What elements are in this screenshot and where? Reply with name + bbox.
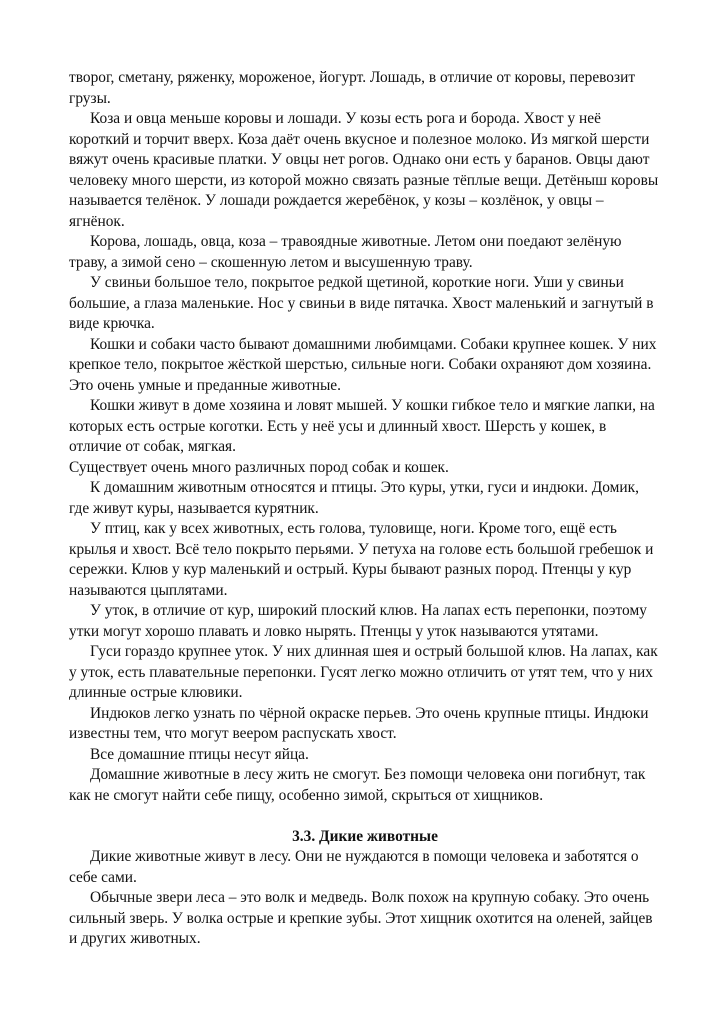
paragraph: У свиньи большое тело, покрытое редкой щетиной, короткие ноги. Уши у свиньи большие, а глаза маленькие. Нос у свиньи в виде пятачка. Хвост маленький и загнутый в виде крючка. [69,274,654,332]
paragraph: Обычные звери леса – это волк и медведь. Волк похож на крупную собаку. Это очень сильный зверь. У волка острые и крепкие зубы. Этот хищник охотится на оленей, зайцев и других животных. [69,889,653,947]
paragraph: Гуси гораздо крупнее уток. У них длинная шея и острый большой клюв. На лапах, как у уток, есть плавательные перепонки. Гусят легко можно отличить от утят тем, что у них длинные острые клювики. [69,643,658,701]
paragraphs-before [69,68,661,806]
paragraph: У птиц, как у всех животных, есть голова, туловище, ноги. Кроме того, ещё есть крылья и хвост. Всё тело покрыто перьями. У петуха на голове есть большой гребешок и сережки. Клюв у кур маленький и острый. Куры бывают разных пород. Птенцы у кур называются цыплятами. [69,520,654,599]
paragraph: Существует очень много различных пород собак и кошек. [69,458,449,476]
paragraph: Все домашние птицы несут яйца. [90,745,309,763]
paragraph: Кошки и собаки часто бывают домашними любимцами. Собаки крупнее кошек. У них крепкое тело, покрытое жёсткой шерстью, сильные ноги. Собаки охраняют дом хозяина. Это очень умные и преданные животные. [69,335,657,394]
paragraph: К домашним животным относятся и птицы. Это куры, утки, гуси и индюки. Домик, где живут куры, называется курятник. [69,479,639,517]
paragraph: Дикие животные живут в лесу. Они не нуждаются в помощи человека и заботятся о себе сами. [69,848,639,886]
paragraph: Кошки живут в доме хозяина и ловят мышей. У кошки гибкое тело и мягкие лапки, на которых есть острые коготки. Есть у неё усы и длинный хвост. Шерсть у кошек, в отличие от собак, мягкая. [69,397,655,455]
paragraph: У уток, в отличие от кур, широкий плоский клюв. На лапах есть перепонки, поэтому утки могут хорошо плавать и ловко нырять. Птенцы у уток называются утятами. [69,602,647,640]
section-heading: 3.3. Дикие животные [292,827,438,845]
paragraph: Домашние животные в лесу жить не смогут. Без помощи человека они погибнут, так как не смогут найти себе пищу, особенно зимой, скрыться от хищников. [69,766,646,804]
paragraph: Корова, лошадь, овца, коза – травоядные животные. Летом они поедают зелёную траву, а зимой сено – скошенную летом и высушенную траву. [69,233,622,271]
section-spacer [69,806,661,827]
paragraphs-after [69,847,661,950]
paragraph: Коза и овца меньше коровы и лошади. У козы есть рога и борода. Хвост у неё короткий и торчит вверх. Коза даёт очень вкусное и полезное молоко. Из мягкой шерсти вяжут очень красивые платки. У овцы нет рогов. Однако они есть у баранов. Овцы дают человеку много шерсти, из которой можно связать разные тёплые вещи. Детёныш коровы называется телёнок. У лошади рождается жеребёнок, у козы – козлёнок, у овцы – ягнёнок. [69,110,659,230]
paragraph: творог, сметану, ряженку, мороженое, йогурт. Лошадь, в отличие от коровы, перевозит грузы. [69,69,636,107]
paragraph: Индюков легко узнать по чёрной окраске перьев. Это очень крупные птицы. Индюки известны тем, что могут веером распускать хвост. [69,704,649,742]
document-page [69,68,661,950]
